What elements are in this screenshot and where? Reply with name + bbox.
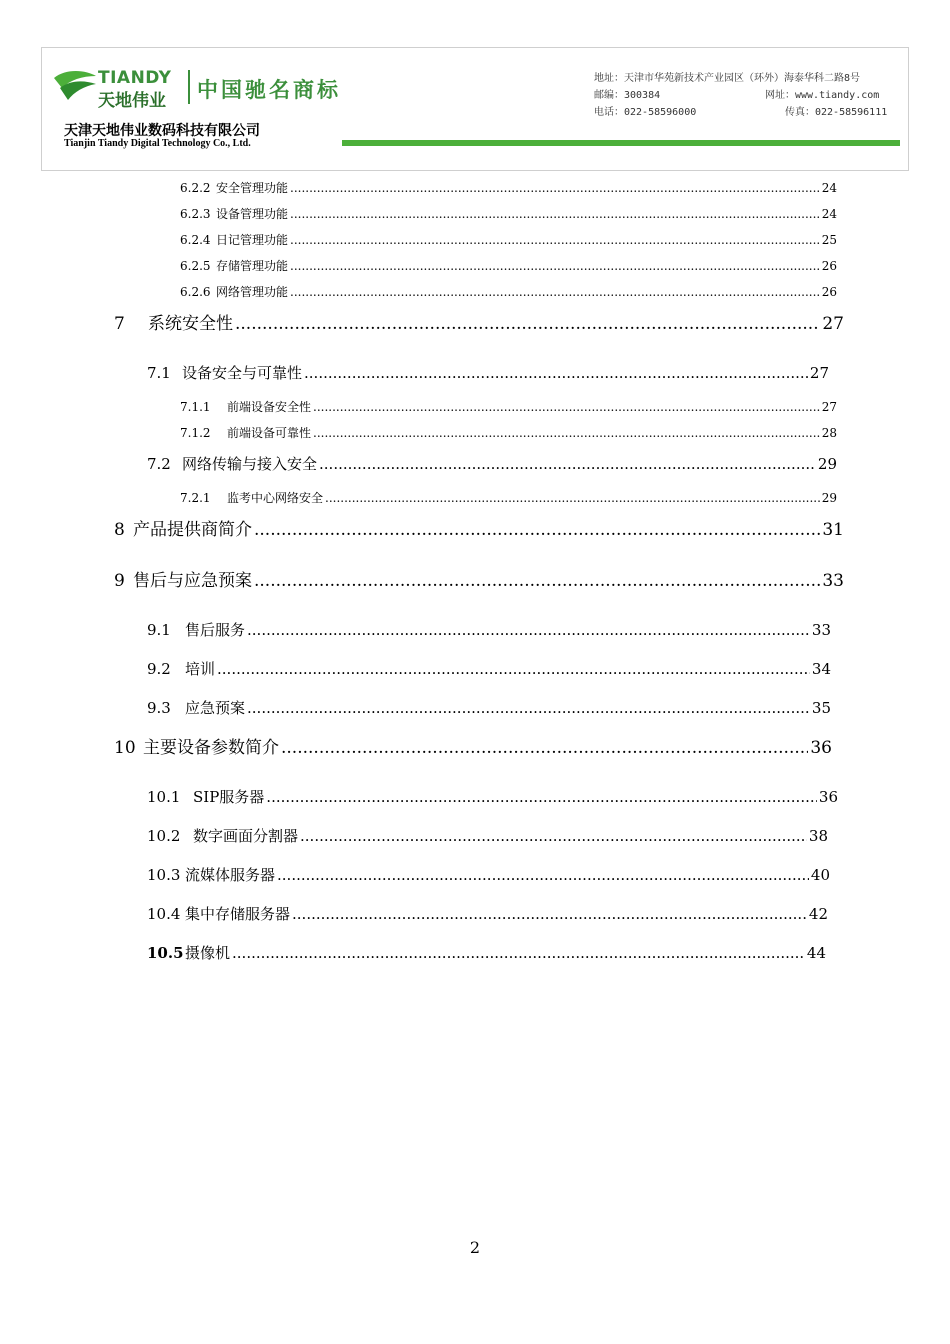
toc-number: 9.2 [147, 660, 171, 678]
toc-leader [232, 944, 805, 962]
toc-page: 26 [821, 285, 837, 299]
toc-title: 监考中心网络安全 [227, 491, 324, 505]
toc-title: 安全管理功能 [216, 181, 289, 195]
toc-leader [235, 314, 820, 334]
toc-number: 8 [114, 520, 125, 540]
toc-leader [290, 233, 820, 247]
toc-page: 34 [811, 660, 831, 678]
toc-entry[interactable] [147, 825, 828, 846]
toc-title: 存储管理功能 [216, 259, 289, 273]
toc-leader [254, 571, 820, 591]
toc-title: 应急预案 [185, 699, 246, 717]
toc-page: 31 [822, 520, 844, 540]
toc-page: 24 [821, 181, 837, 195]
toc-entry[interactable] [147, 453, 837, 474]
toc-entry[interactable] [180, 398, 837, 415]
toc-leader [247, 699, 810, 717]
toc-number: 9.3 [147, 699, 171, 717]
toc-entry[interactable] [147, 942, 826, 963]
contact-fax: 传真：022-58596111 [785, 107, 888, 118]
toc-title: 主要设备参数简介 [143, 738, 279, 758]
toc-number: 9 [114, 571, 125, 591]
toc-leader [319, 455, 816, 473]
toc-title: 集中存储服务器 [185, 905, 291, 923]
contact-website: 网址：www.tiandy.com [765, 90, 880, 101]
toc-number: 10 [114, 738, 136, 758]
toc-entry[interactable] [147, 658, 831, 679]
contact-postcode: 邮编：300384 [594, 90, 661, 101]
contact-phone: 电话：022-58596000 [594, 107, 697, 118]
toc-entry[interactable] [147, 619, 831, 640]
toc-title: 前端设备可靠性 [227, 426, 312, 440]
toc-number: 6.2.3 [180, 207, 211, 221]
toc-number: 10.2 [147, 827, 181, 845]
toc-number: 6.2.5 [180, 259, 211, 273]
toc-leader [247, 621, 810, 639]
toc-entry[interactable] [180, 489, 837, 506]
brand-chinese-name: 天地伟业 [98, 91, 166, 111]
toc-entry[interactable] [147, 362, 829, 383]
toc-entry[interactable] [147, 786, 838, 807]
toc-number: 7.1 [147, 364, 171, 382]
toc-page: 42 [808, 905, 828, 923]
toc-title: 售后与应急预案 [133, 571, 252, 591]
contact-address: 地址：天津市华苑新技术产业园区（环外）海泰华科二路8号 [594, 73, 861, 84]
toc-page: 44 [806, 944, 826, 962]
page-number: 2 [469, 1238, 481, 1257]
toc-number: 10.4 [147, 905, 181, 923]
toc-leader [277, 866, 809, 884]
toc-page: 27 [822, 314, 844, 334]
toc-leader [313, 400, 820, 414]
toc-title: 网络管理功能 [216, 285, 289, 299]
brand-slogan: 中国驰名商标 [197, 77, 341, 102]
toc-title: 日记管理功能 [216, 233, 289, 247]
toc-number: 7.2 [147, 455, 171, 473]
toc-entry[interactable] [180, 257, 837, 274]
toc-leader [290, 207, 820, 221]
toc-leader [292, 905, 807, 923]
toc-page: 36 [810, 738, 832, 758]
toc-page: 28 [821, 426, 837, 440]
company-name-cn: 天津天地伟业数码科技有限公司 [64, 123, 260, 139]
toc-leader [266, 788, 817, 806]
toc-leader [313, 426, 820, 440]
toc-leader [254, 520, 820, 540]
brand-divider [188, 70, 190, 104]
toc-title: 售后服务 [185, 621, 246, 639]
toc-title: 培训 [185, 660, 216, 678]
toc-page: 35 [811, 699, 831, 717]
toc-number: 6.2.2 [180, 181, 211, 195]
toc-page: 29 [817, 455, 837, 473]
toc-entry[interactable] [180, 179, 837, 196]
toc-page: 26 [821, 259, 837, 273]
toc-title: 数字画面分割器 [193, 827, 299, 845]
toc-title: 摄像机 [185, 944, 231, 962]
toc-page: 38 [808, 827, 828, 845]
toc-number: 6.2.4 [180, 233, 211, 247]
toc-number: 7.2.1 [180, 491, 211, 505]
toc-entry[interactable] [180, 283, 837, 300]
toc-leader [290, 259, 820, 273]
toc-entry[interactable] [147, 697, 831, 718]
toc-number: 7 [114, 314, 125, 334]
toc-entry[interactable] [147, 903, 828, 924]
toc-entry[interactable] [114, 309, 844, 334]
toc-leader [281, 738, 808, 758]
toc-entry[interactable] [180, 205, 837, 222]
toc-number: 9.1 [147, 621, 171, 639]
toc-title: 系统安全性 [148, 314, 233, 334]
toc-page: 33 [811, 621, 831, 639]
toc-number: 6.2.6 [180, 285, 211, 299]
brand-logo-text: TIANDY [98, 68, 172, 88]
toc-title: SIP服务器 [193, 788, 265, 806]
toc-leader [325, 491, 820, 505]
toc-title: 设备安全与可靠性 [182, 364, 303, 382]
toc-number: 7.1.2 [180, 426, 211, 440]
toc-number: 10.3 [147, 866, 181, 884]
toc-leader [217, 660, 810, 678]
toc-page: 36 [818, 788, 838, 806]
toc-title: 前端设备安全性 [227, 400, 312, 414]
toc-entry[interactable] [114, 566, 844, 591]
toc-number: 10.5 [147, 944, 184, 962]
toc-entry[interactable] [114, 515, 844, 540]
toc-title: 设备管理功能 [216, 207, 289, 221]
toc-page: 33 [822, 571, 844, 591]
toc-number: 7.1.1 [180, 400, 211, 414]
toc-entry[interactable] [180, 231, 837, 248]
toc-page: 24 [821, 207, 837, 221]
toc-page: 25 [821, 233, 837, 247]
toc-page: 27 [809, 364, 829, 382]
toc-leader [304, 364, 808, 382]
toc-page: 27 [821, 400, 837, 414]
toc-entry[interactable] [147, 864, 830, 885]
toc-entry[interactable] [180, 424, 837, 441]
toc-entry[interactable] [114, 733, 832, 758]
toc-title: 产品提供商简介 [133, 520, 252, 540]
toc-leader [290, 285, 820, 299]
toc-page: 40 [810, 866, 830, 884]
toc-title: 流媒体服务器 [185, 866, 276, 884]
toc-leader [290, 181, 820, 195]
header-accent-line [342, 140, 900, 146]
toc-title: 网络传输与接入安全 [182, 455, 318, 473]
letterhead [41, 47, 909, 171]
company-name-en: Tianjin Tiandy Digital Technology Co., Ltd. [64, 138, 251, 149]
toc-number: 10.1 [147, 788, 181, 806]
toc-leader [300, 827, 807, 845]
toc-page: 29 [821, 491, 837, 505]
